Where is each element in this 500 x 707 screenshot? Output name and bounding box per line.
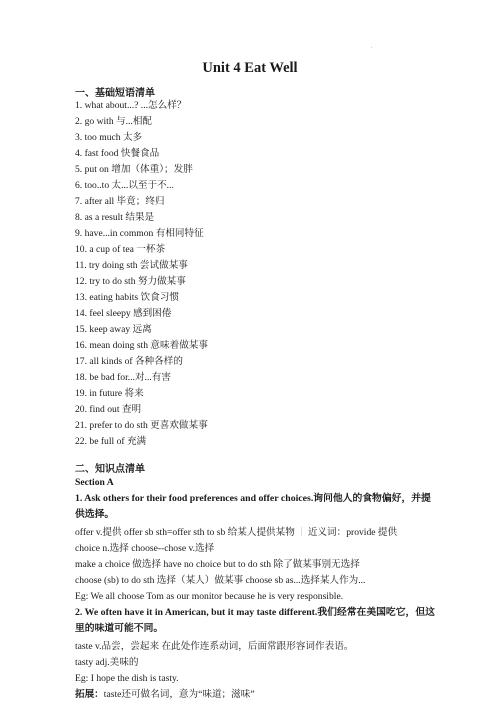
phrase-item: 19. in future 将来 — [75, 388, 144, 399]
phrase-item: 2. go with 与...相配 — [75, 116, 153, 127]
section-heading-phrases: 一、基础短语清单 — [75, 88, 155, 99]
tasty-line: tasty adj.美味的 — [75, 657, 139, 668]
point-2-heading: 2. We often have it in American, but it may taste different.我们经常在美国吃它，但这里的味道可能不同。 — [75, 607, 435, 634]
phrase-item: 14. feel sleepy 感到困倦 — [75, 308, 172, 319]
phrase-item: 17. all kinds of 各种各样的 — [75, 356, 183, 367]
offer-synonym: 近义词：provide 提供 — [307, 527, 398, 538]
extend-text: taste还可做名词，意为“味道；滋味” — [103, 689, 255, 700]
phrase-item: 10. a cup of tea 一杯茶 — [75, 244, 166, 255]
phrase-item: 20. find out 查明 — [75, 404, 142, 415]
scan-dot: . — [371, 44, 373, 50]
make-choice-line: make a choice 做选择 have no choice but to do sth 除了做某事别无选择 — [75, 559, 360, 570]
phrase-item: 18. be bad for...对...有害 — [75, 372, 171, 383]
phrase-item: 21. prefer to do sth 更喜欢做某事 — [75, 420, 208, 431]
phrase-item: 4. fast food 快餐食品 — [75, 148, 160, 159]
extend-label: 拓展： — [75, 689, 104, 700]
divider — [301, 527, 302, 536]
phrase-item: 6. too..to 太...以至于不... — [75, 180, 174, 191]
section-a-label: Section A — [75, 477, 114, 488]
page-title: Unit 4 Eat Well — [202, 60, 298, 76]
phrase-item: 9. have...in common 有相同特征 — [75, 228, 204, 239]
offer-definition: offer v.提供 offer sb sth=offer sth to sb 给某人提供某物 — [75, 527, 295, 538]
phrase-item: 5. put on 增加（体重）；发胖 — [75, 164, 193, 175]
phrase-item: 13. eating habits 饮食习惯 — [75, 292, 179, 303]
offer-line — [75, 527, 397, 538]
phrase-item: 1. what about...? ...怎么样？ — [75, 100, 187, 111]
choose-line: choose (sb) to do sth 选择（某人）做某事 choose sb as...选择某人作为... — [75, 575, 366, 586]
extend-line — [75, 689, 255, 700]
phrase-item: 15. keep away 远离 — [75, 324, 152, 335]
phrase-item: 12. try to do sth 努力做某事 — [75, 276, 186, 287]
phrase-item: 7. after all 毕竟；终归 — [75, 196, 165, 207]
phrase-item: 8. as a result 结果是 — [75, 212, 155, 223]
phrase-item: 3. too much 太多 — [75, 132, 143, 143]
example-2: Eg: I hope the dish is tasty. — [75, 673, 179, 684]
phrase-item: 16. mean doing sth 意味着做某事 — [75, 340, 208, 351]
choice-line: choice n.选择 choose--chose v.选择 — [75, 543, 215, 554]
example-1: Eg: We all choose Tom as our monitor because he is very responsible. — [75, 591, 344, 602]
phrase-item: 22. be full of 充满 — [75, 436, 147, 447]
phrase-item: 11. try doing sth 尝试做某事 — [75, 260, 188, 271]
point-1-heading: 1. Ask others for their food preferences and offer choices.询问他人的食物偏好，并提供选择。 — [75, 493, 431, 520]
taste-line: taste v.品尝，尝起来 在此处作连系动词，后面常跟形容词作表语。 — [75, 641, 354, 652]
section-heading-knowledge: 二、知识点清单 — [75, 464, 145, 475]
